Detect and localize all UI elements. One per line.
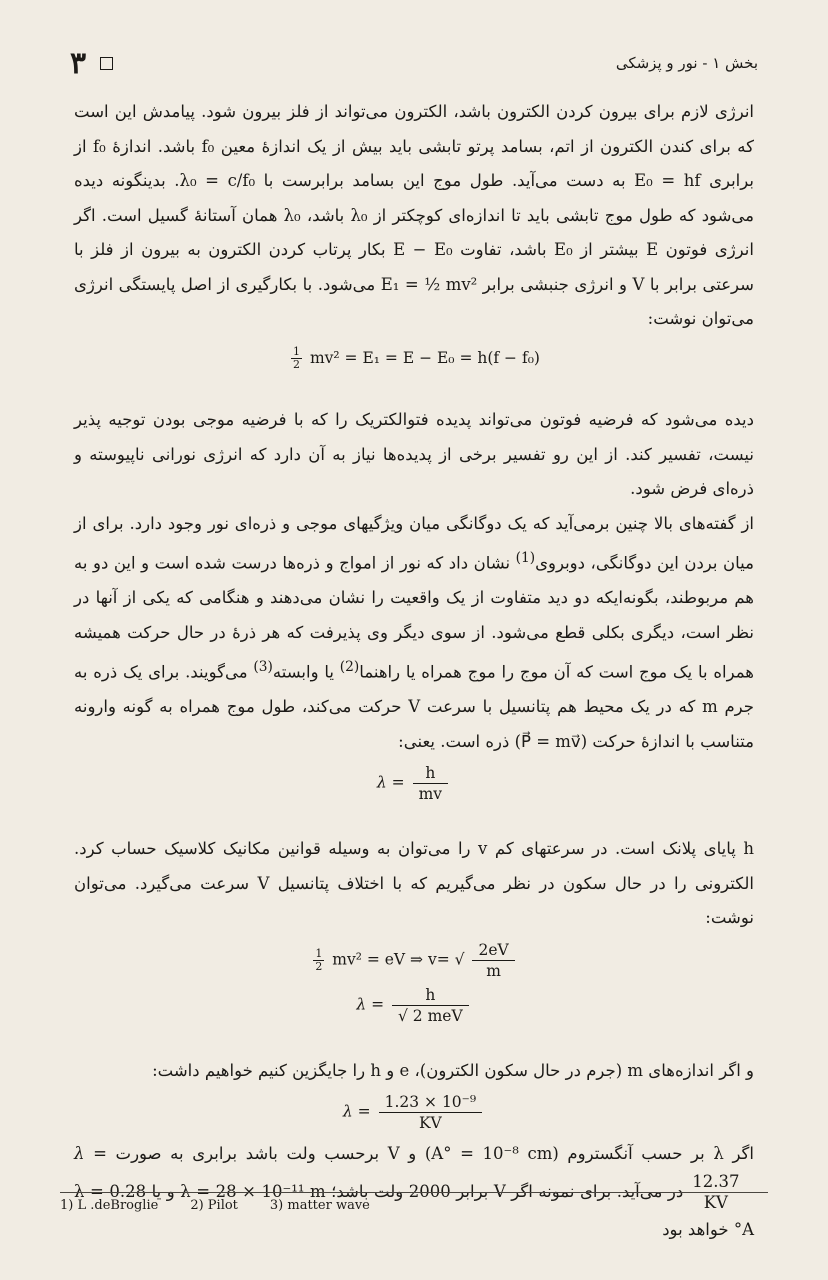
- paragraph-2: دیده می‌شود که فرضیه فوتون می‌تواند پدیده فتوالکتریک را که با فرضیه موجی بودن توجیه پذیر نیست، تفسیر کند. از این رو تفسیر برخی از پدیده‌ها نیاز به آن دارد که انرژی نورانی ناپیوسته و ذره‌ای فرض شود.: [74, 410, 754, 498]
- fraction-h-mv: $\frac{h}{mv}$: [413, 763, 448, 804]
- equation-lambda-meV: λ = $\frac{h}{\text{√ 2 meV}}$: [74, 985, 754, 1026]
- footnote-ref-2: (2): [339, 659, 360, 675]
- footnotes: [60, 1198, 370, 1213]
- equation-lambda-angstrom: λ = $\frac{12.37}{KV}$: [74, 1144, 754, 1201]
- footnote-1: 1) L .deBroglie: [60, 1198, 159, 1213]
- footnote-2: 2) Pilot: [190, 1198, 238, 1213]
- page-header: [70, 46, 758, 80]
- footnote-ref-1: (1): [515, 550, 536, 566]
- paragraph-4: h پایای پلانک است. در سرعتهای کم v را می‌توان به وسیله قوانین مکانیک کلاسیک حساب کرد. الکترونی را در حال سکون در نظر می‌گیریم که با اختلاف پتانسیل V سرعت می‌گیرد. می‌توان نوشت:: [74, 839, 754, 927]
- page-number-group: [70, 46, 113, 81]
- half-fraction-2: $\frac{1}{2}$: [315, 946, 323, 973]
- equation-energy-body: mv² = E₁ = E − E₀ = h(f − f₀): [309, 348, 540, 367]
- fraction-2eV-m: $\frac{2eV}{m}$: [472, 940, 514, 981]
- equation-velocity: $\frac{1}{2}$ mv² = eV ⇒ v= √ $\frac{2eV}{m}$: [74, 940, 754, 981]
- fraction-h-sqrt: $\frac{h}{\text{√ 2 meV}}$: [392, 985, 469, 1026]
- paragraph-3: از گفته‌های بالا چنین برمی‌آید که یک دوگانگی میان ویژگیهای موجی و ذره‌ای نور وجود دارد. برای از میان بردن این دوگانگی، دوبروی$^{(1)}$ نشان داد که نور از امواج و ذره‌ها درست شده است و این دو به هم مربوطند، بگونه‌ایکه دو دید متفاوت از یک واقعیت را نشان می‌دهند و هنگامی که یکی از آنها در نظر است، دیگری بکلی قطع می‌شود. از سوی دیگر وی پذیرفت که هر ذرهٔ در حال حرکت همیشه همراه با یک موج است که آن موج را موج همراه یا راهنما$^{(2)}$ یا وابسته$^{(3)}$ می‌گویند. برای یک ذره به جرم m که در یک محیط هم پتانسیل با سرعت V حرکت می‌کند، طول موج همراه به گونه وارونه متناسب با اندازهٔ حرکت (P⃗ = mv⃗) ذره است. یعنی:: [74, 513, 754, 751]
- fraction-1.23: $\frac{\text{1.23 × 10⁻⁹}}{KV}$: [379, 1092, 482, 1133]
- square-icon: [100, 57, 113, 70]
- paragraph-6: اگر λ بر حسب آنگستروم (A° = 10⁻⁸ cm) و V برحسب ولت باشد برابری به صورت λ = $\frac{12.37}{KV}$ در می‌آید. برای نمونه اگر V برابر 2000 ولت باشد؛ λ = 28 × 10⁻¹¹ m و یا λ = 0.28 A° خواهد بود: [74, 1144, 754, 1239]
- equation-lambda-numeric: λ = $\frac{\text{1.23 × 10⁻⁹}}{KV}$: [74, 1092, 754, 1133]
- spacer: [74, 379, 754, 403]
- equation-energy: [74, 341, 754, 376]
- spacer: [74, 808, 754, 832]
- footnote-ref-3: (3): [253, 659, 273, 675]
- equation-debroglie: λ = $\frac{h}{mv}$: [74, 763, 754, 804]
- page-number: ۳: [70, 45, 87, 81]
- page-body: [74, 95, 754, 1247]
- chapter-title: بخش ۱ - نور و پزشکی: [615, 54, 758, 72]
- spacer: [74, 1030, 754, 1054]
- momentum-expression: (P⃗ = mv⃗): [514, 731, 588, 751]
- paragraph-1: انرژی لازم برای بیرون کردن الکترون باشد، الکترون می‌تواند از فلز بیرون شود. پیامدش این است که برای کندن الکترون از اتم، بسامد پرتو تابشی باید بیش از یک اندازهٔ معین f₀ باشد. اندازهٔ f₀ از برابری E₀ = hf به دست می‌آید. طول موج این بسامد برابرست با λ₀ = c/f₀. بدینگونه دیده می‌شود که طول موج تابشی باید تا اندازه‌ای کوچکتر از λ₀ باشد، λ₀ همان آستانهٔ گسیل است. اگر انرژی فوتون E بیشتر از E₀ باشد، تفاوت E − E₀ بکار پرتاب کردن الکترون به بیرون از فلز با سرعتی برابر با V و انرژی جنبشی برابر E₁ = ½ mv² می‌شود. با بکارگیری از اصل پایستگی انرژی می‌توان نوشت:: [74, 102, 754, 328]
- fraction-12.37: $\frac{12.37}{KV}$: [686, 1172, 745, 1213]
- footnote-3: 3) matter wave: [269, 1198, 370, 1213]
- footnote-divider: [60, 1192, 768, 1193]
- paragraph-5: و اگر اندازه‌های m (جرم در حال سکون الکترون)، e و h را جایگزین کنیم خواهیم داشت:: [152, 1060, 754, 1080]
- half-fraction: $\frac{1}{2}$: [293, 345, 301, 371]
